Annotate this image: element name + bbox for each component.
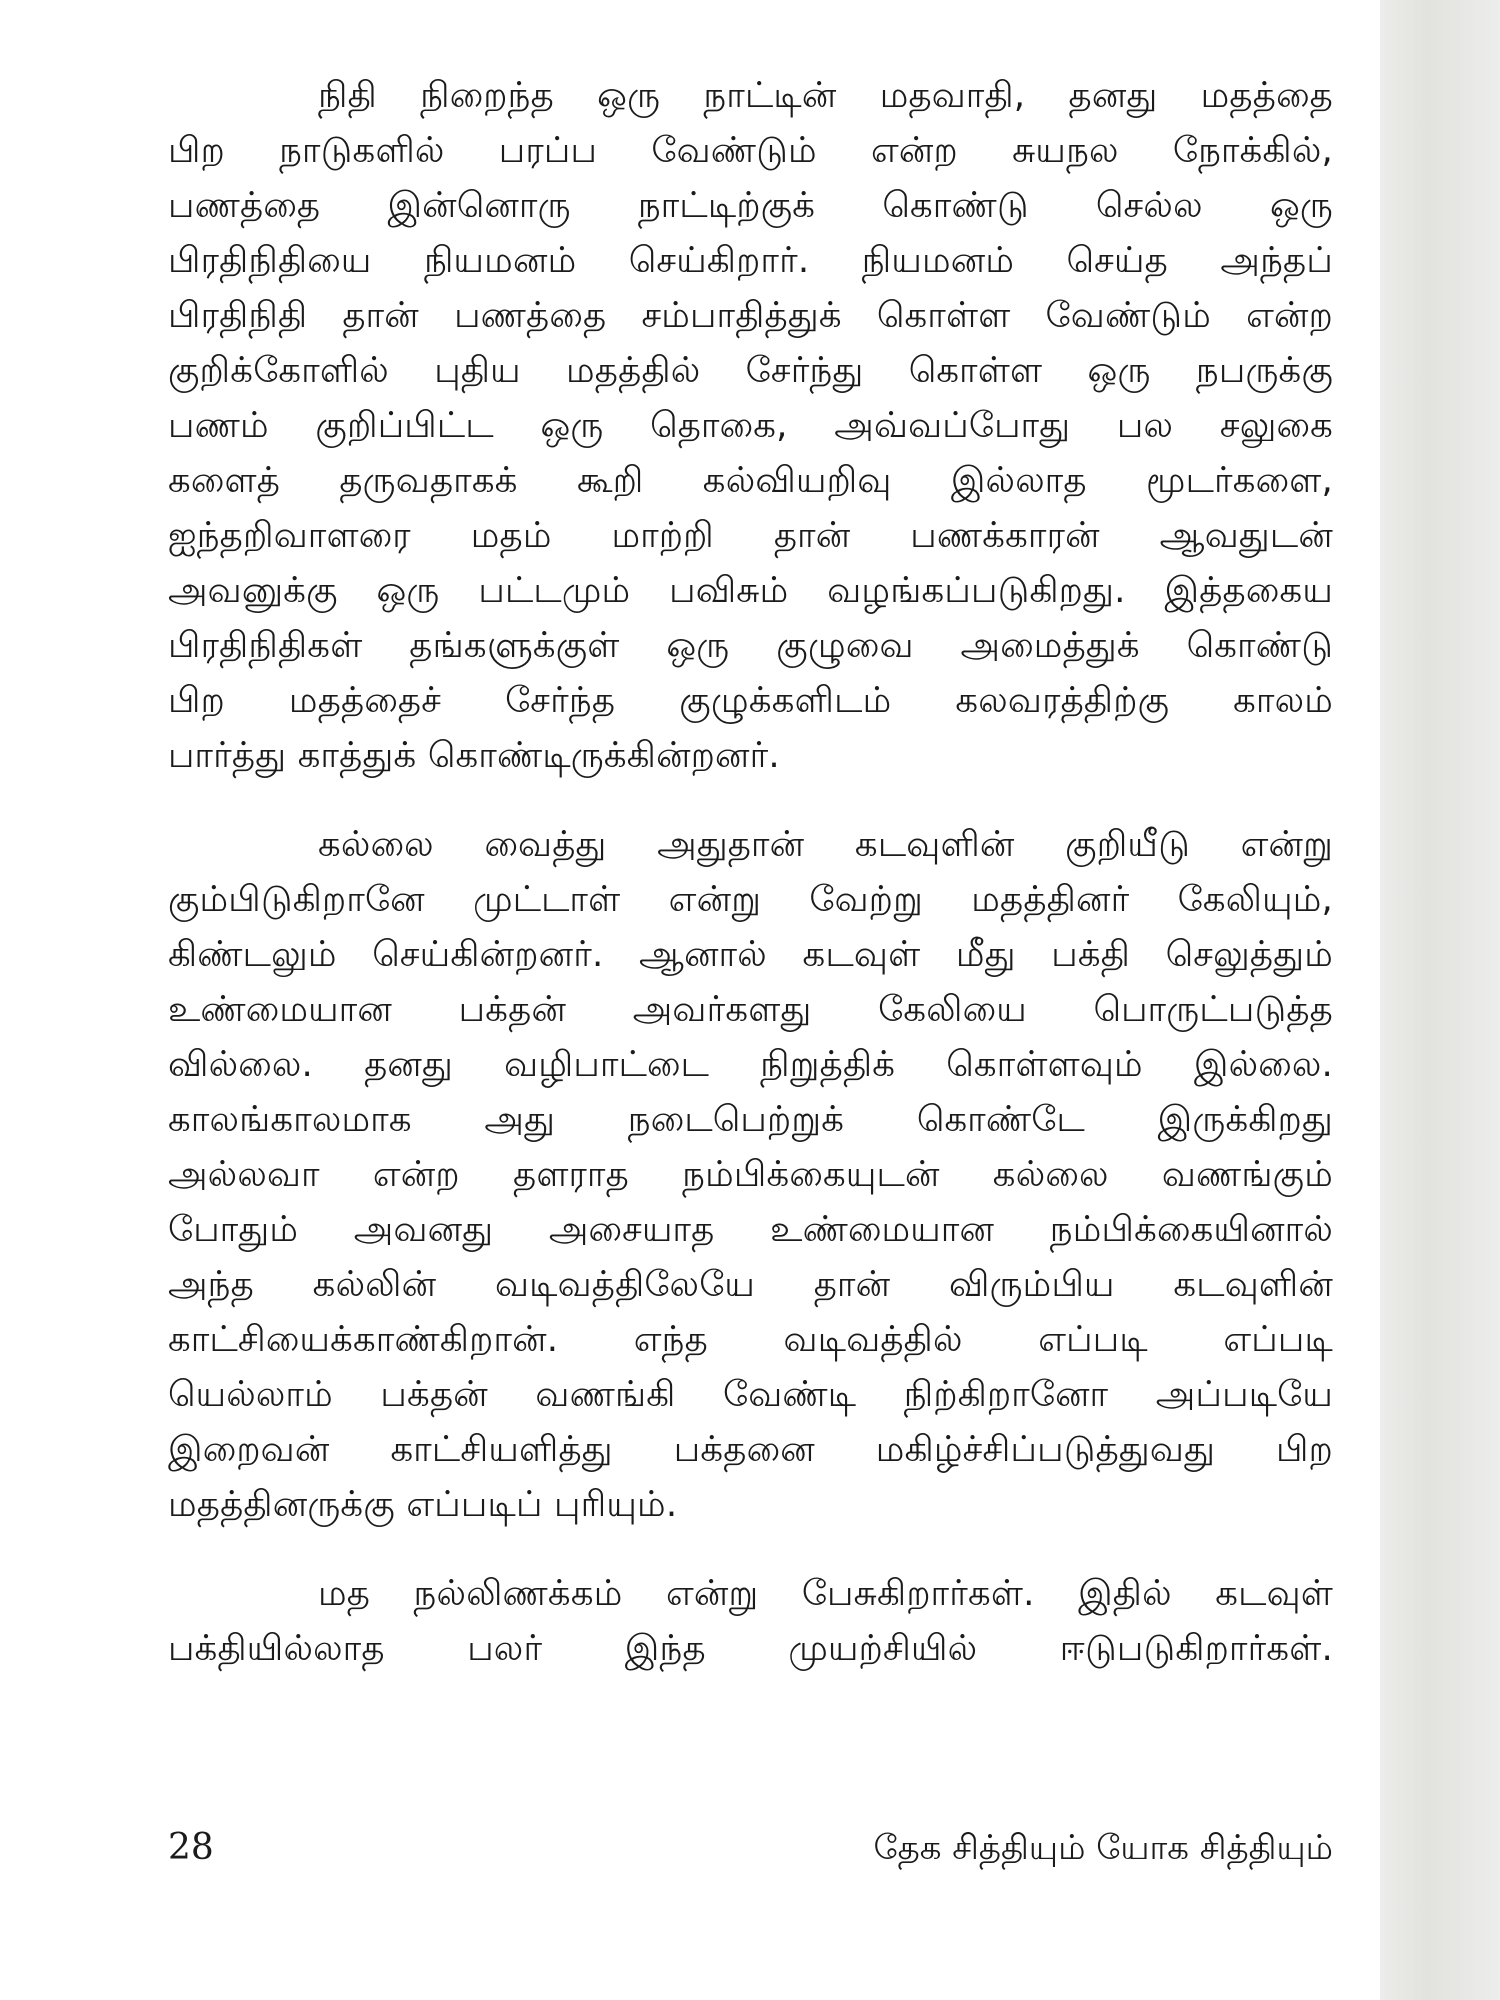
text-line: வில்லை. தனது வழிபாட்டை நிறுத்திக் கொள்ளவும் இல்லை. bbox=[168, 1044, 1333, 1085]
running-title: தேக சித்தியும் யோக சித்தியும் bbox=[873, 1828, 1333, 1868]
text-line: நிதி நிறைந்த ஒரு நாட்டின் மதவாதி, தனது மதத்தை bbox=[318, 75, 1333, 116]
text-line: பிற நாடுகளில் பரப்ப வேண்டும் என்ற சுயநல நோக்கில், bbox=[168, 130, 1333, 171]
text-line: அல்லவா என்ற தளராத நம்பிக்கையுடன் கல்லை வணங்கும் bbox=[168, 1154, 1333, 1195]
page-number: 28 bbox=[168, 1827, 214, 1868]
text-line: பணத்தை இன்னொரு நாட்டிற்குக் கொண்டு செல்ல ஒரு bbox=[168, 185, 1333, 226]
paragraph-spacer bbox=[168, 1532, 1333, 1566]
text-line: யெல்லாம் பக்தன் வணங்கி வேண்டி நிற்கிறானோ அப்படியே bbox=[168, 1374, 1333, 1415]
text-line: இறைவன் காட்சியளித்து பக்தனை மகிழ்ச்சிப்படுத்துவது பிற bbox=[168, 1429, 1333, 1470]
text-line: கிண்டலும் செய்கின்றனர். ஆனால் கடவுள் மீது பக்தி செலுத்தும் bbox=[168, 934, 1333, 975]
text-line: பணம் குறிப்பிட்ட ஒரு தொகை, அவ்வப்போது பல சலுகை bbox=[168, 405, 1333, 446]
text-line: களைத் தருவதாகக் கூறி கல்வியறிவு இல்லாத மூடர்களை, bbox=[168, 460, 1333, 501]
text-line: மதத்தினருக்கு எப்படிப் புரியும். bbox=[168, 1484, 678, 1525]
text-line: அந்த கல்லின் வடிவத்திலேயே தான் விரும்பிய கடவுளின் bbox=[168, 1264, 1333, 1305]
text-line: ஐந்தறிவாளரை மதம் மாற்றி தான் பணக்காரன் ஆவதுடன் bbox=[168, 515, 1333, 556]
text-line: பக்தியில்லாத பலர் இந்த முயற்சியில் ஈடுபடுகிறார்கள். bbox=[168, 1628, 1333, 1669]
page-footer bbox=[168, 1820, 1333, 1876]
text-line: காலங்காலமாக அது நடைபெற்றுக் கொண்டே இருக்கிறது bbox=[168, 1099, 1333, 1140]
page-edge-shadow bbox=[1380, 0, 1500, 2000]
text-line: பிரதிநிதி தான் பணத்தை சம்பாதித்துக் கொள்ள வேண்டும் என்ற bbox=[168, 295, 1333, 336]
text-line: பார்த்து காத்துக் கொண்டிருக்கின்றனர். bbox=[168, 735, 780, 776]
text-line: கல்லை வைத்து அதுதான் கடவுளின் குறியீடு என்று bbox=[318, 824, 1333, 865]
text-line: உண்மையான பக்தன் அவர்களது கேலியை பொருட்படுத்த bbox=[168, 989, 1333, 1030]
text-line: அவனுக்கு ஒரு பட்டமும் பவிசும் வழங்கப்படுகிறது. இத்தகைய bbox=[168, 570, 1333, 611]
paragraph-2 bbox=[168, 817, 1333, 1532]
paragraph-1 bbox=[168, 68, 1333, 783]
text-line: பிரதிநிதியை நியமனம் செய்கிறார். நியமனம் செய்த அந்தப் bbox=[168, 240, 1333, 281]
text-line: போதும் அவனது அசையாத உண்மையான நம்பிக்கையினால் bbox=[168, 1209, 1333, 1250]
text-line: பிற மதத்தைச் சேர்ந்த குழுக்களிடம் கலவரத்திற்கு காலம் bbox=[168, 680, 1333, 721]
text-line: குறிக்கோளில் புதிய மதத்தில் சேர்ந்து கொள்ள ஒரு நபருக்கு bbox=[168, 350, 1333, 391]
paragraph-spacer bbox=[168, 783, 1333, 817]
text-line: மத நல்லிணக்கம் என்று பேசுகிறார்கள். இதில் கடவுள் bbox=[318, 1573, 1333, 1614]
text-line: கும்பிடுகிறானே முட்டாள் என்று வேற்று மதத்தினர் கேலியும், bbox=[168, 879, 1333, 920]
page-body bbox=[168, 68, 1333, 1676]
paragraph-3 bbox=[168, 1566, 1333, 1676]
text-line: காட்சியைக்காண்கிறான். எந்த வடிவத்தில் எப்படி எப்படி bbox=[168, 1319, 1333, 1360]
text-line: பிரதிநிதிகள் தங்களுக்குள் ஒரு குழுவை அமைத்துக் கொண்டு bbox=[168, 625, 1333, 666]
